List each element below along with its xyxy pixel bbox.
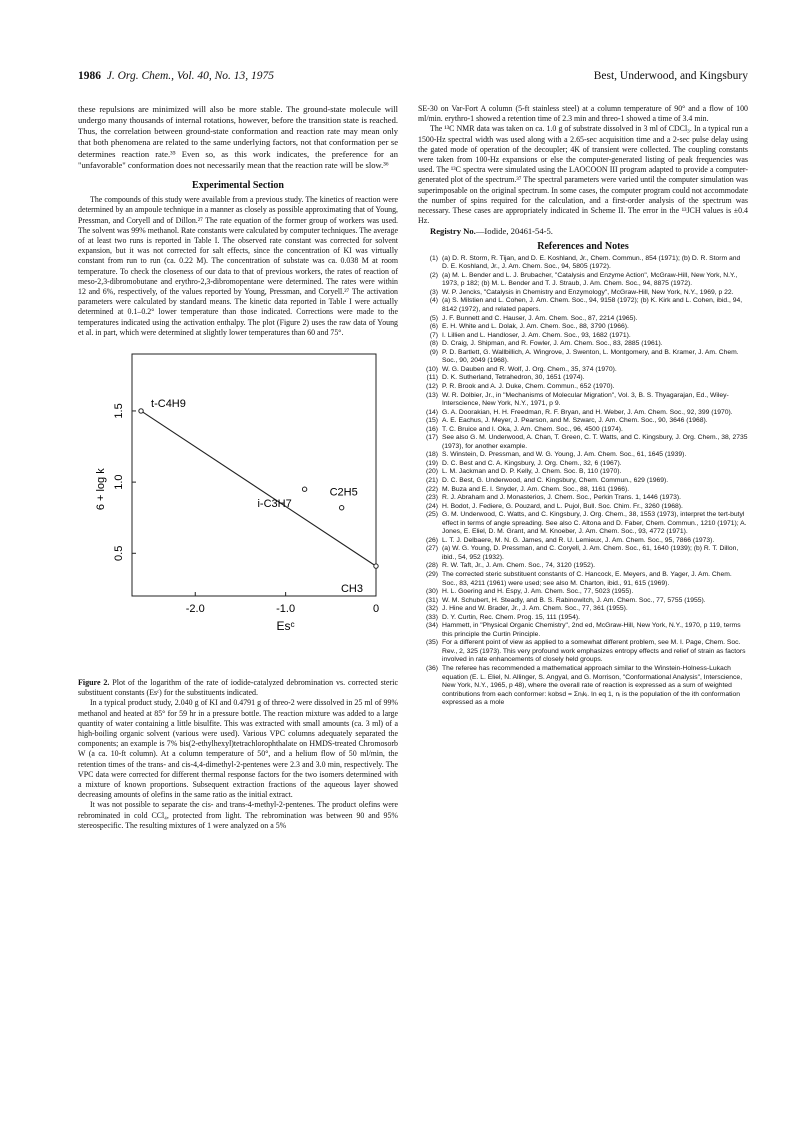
reference-text: D. C. Best, G. Underwood, and C. Kingsbury, Chem. Commun., 629 (1969). <box>442 476 669 484</box>
reference-number: (8) <box>429 340 438 348</box>
reference-number: (25) <box>425 511 438 519</box>
reference-text: D. Craig, J. Shipman, and R. Fowler, J. Am. Chem. Soc., 83, 2885 (1961). <box>442 340 663 348</box>
reference-number: (2) <box>429 271 438 279</box>
reference-item <box>418 665 748 708</box>
reference-text: P. R. Brook and A. J. Duke, Chem. Commun., 652 (1970). <box>442 382 615 390</box>
reference-number: (6) <box>429 323 438 331</box>
data-point <box>339 505 343 509</box>
reference-number: (12) <box>425 382 438 390</box>
reference-number: (19) <box>425 459 438 467</box>
reference-number: (35) <box>425 639 438 647</box>
reference-text: The corrected steric substituent constants of C. Hancock, E. Meyers, and B. Yager, J. Am. Chem. Soc., 83, 4211 (1961) were used; see also M. Charton, ibid., 91, 615 (1969). <box>442 570 732 587</box>
reference-number: (20) <box>425 468 438 476</box>
reference-item <box>418 511 748 537</box>
reference-number: (4) <box>429 297 438 305</box>
figure-caption-text: Plot of the logarithm of the rate of iodide-catalyzed debromination vs. corrected steric substituent constants (Esᶜ) for the substituents indicated. <box>78 677 398 698</box>
reference-text: A. E. Eachus, J. Meyer, J. Pearson, and M. Szwarc, J. Am. Chem. Soc., 90, 3646 (1968). <box>442 417 708 425</box>
reference-item <box>418 605 748 614</box>
reference-item <box>418 315 748 324</box>
header-authors: Best, Underwood, and Kingsbury <box>593 70 748 82</box>
reference-text: G. M. Underwood, C. Watts, and C. Kingsbury, J. Org. Chem., 38, 1553 (1973), interpret the tert-butyl effect in terms of angle spreading. See also C. Altona and D. Faber, Chem. Commun., 1210 (1971); A. Jones, E. Eliel, D. M. Grant, and M. Knoeber, J. Am. Chem. Soc., 93, 4772 (1971). <box>442 511 747 536</box>
reference-text: E. H. White and L. Dolak, J. Am. Chem. Soc., 88, 3790 (1966). <box>442 323 629 331</box>
reference-text: G. A. Doorakian, H. H. Freedman, R. F. Bryan, and H. Weber, J. Am. Chem. Soc., 92, 399 (1970). <box>442 408 733 416</box>
point-label: CH3 <box>340 583 364 596</box>
reference-text: For a different point of view as applied to a somewhat different problem, see M. I. Page, Chem. Soc. Rev., 2, 325 (1973). This very profound work emphasizes entropy effects and relief of strain as factors involved in rate enhancements of closely held groups. <box>442 639 746 664</box>
reference-text: W. G. Dauben and R. Wolf, J. Org. Chem., 35, 374 (1970). <box>442 365 617 373</box>
running-header <box>78 70 748 86</box>
reference-item <box>418 537 748 546</box>
reference-text: W. M. Schubert, H. Steadly, and B. S. Rabinowitch, J. Am. Chem. Soc., 77, 5755 (1955). <box>442 596 706 604</box>
reference-number: (14) <box>425 408 438 416</box>
reference-text: (a) D. R. Storm, R. Tijan, and D. E. Koshland, Jr., Chem. Commun., 854 (1971); (b) D. R. Storm and D. E. Koshland, Jr., J. Am. Chem. Soc., 94, 5805 (1972). <box>442 254 741 271</box>
x-tick-label: 0 <box>372 602 380 615</box>
reference-item <box>418 597 748 606</box>
reference-text: (a) M. L. Bender and L. J. Brubacher, "Catalysis and Enzyme Action", McGraw-Hill, New York, N.Y., 1973, p 182; (b) M. L. Bender and T. J. Straub, J. Am. Chem. Soc., 94, 8875 (1972). <box>442 271 738 288</box>
y-axis-label: 6 + log k <box>95 468 107 511</box>
reference-text: D. C. Best and C. A. Kingsbury, J. Org. Chem., 32, 6 (1967). <box>442 459 622 467</box>
reference-item <box>418 486 748 495</box>
reference-number: (30) <box>425 588 438 596</box>
reference-item <box>418 503 748 512</box>
figure-caption-label: Figure 2. <box>78 677 110 687</box>
reference-text: H. L. Goering and H. Espy, J. Am. Chem. Soc., 77, 5023 (1955). <box>442 588 634 596</box>
reference-item <box>418 392 748 409</box>
references-heading: References and Notes <box>537 240 629 252</box>
reference-number: (33) <box>425 613 438 621</box>
reference-number: (9) <box>429 348 438 356</box>
reference-item <box>418 289 748 298</box>
reference-number: (18) <box>425 451 438 459</box>
reference-number: (1) <box>429 254 438 262</box>
product-paragraph: In a typical product study, 2.040 g of KI and 0.4791 g of threo-2 were dissolved in 25 ml of 99% methanol and heated at 85° for 59 hr in a pressure bottle. The reaction mixture was added to a large quantity of water containing a little bisulfite. This was extracted with small amounts (ca. 3 ml) of a high-boiling organic solvent (various were used). Various VPC columns adequately separated the components; an example is 7% bis(2-ethylhexyl)tetrachlorophthalate on HMDS-treated Chromosorb W (a ca. 10-ft column). At a column temperature of 50°, and a helium flow of 50 ml/min, the retention times of the trans- and cis-4,4-dimethyl-2-pentenes were 2.3 and 3.0 min, respectively. The VPC data were corrected for different thermal response factors for the two isomers determined with a mixture of known proportions. Subsequent extraction fractions of the aqueous layer showed decreasing amounts of olefins in the same ratio as the initial extract. <box>78 698 398 800</box>
reference-text: L. T. J. Delbaere, M. N. G. James, and R. U. Lemieux, J. Am. Chem. Soc., 95, 7866 (1973). <box>442 536 715 544</box>
reference-text: P. D. Bartlett, G. Wallbillich, A. Wingrove, J. Swenton, L. Montgomery, and B. Kramer, J. Am. Chem. Soc., 90, 2049 (1968). <box>442 348 739 365</box>
reference-item <box>418 614 748 623</box>
reference-number: (16) <box>425 425 438 433</box>
data-point <box>374 564 378 568</box>
reference-item <box>418 545 748 562</box>
registry-label: Registry No. <box>430 226 476 237</box>
reference-number: (23) <box>425 494 438 502</box>
data-point <box>139 409 143 413</box>
reference-number: (22) <box>425 485 438 493</box>
point-label: C2H5 <box>329 486 358 499</box>
reference-item <box>418 272 748 289</box>
reference-item <box>418 434 748 451</box>
reference-number: (29) <box>425 570 438 578</box>
point-label: t-C4H9 <box>151 397 186 410</box>
reference-text: (a) W. G. Young, D. Pressman, and C. Coryell, J. Am. Chem. Soc., 61, 1640 (1939); (b) R. T. Dillon, ibid., 54, 952 (1932). <box>442 545 739 561</box>
reference-number: (31) <box>425 596 438 604</box>
reference-text: T. C. Bruice and I. Oka, J. Am. Chem. Soc., 96, 4500 (1974). <box>442 425 623 433</box>
reference-text: Hammett, in "Physical Organic Chemistry", 2nd ed, McGraw-Hill, New York, N.Y., 1970, p 119, terms this principle the Curtin Principle. <box>442 622 741 638</box>
reference-item <box>418 349 748 366</box>
reference-number: (7) <box>429 331 438 339</box>
point-label: i-C3H7 <box>257 498 292 511</box>
right-column <box>418 104 748 708</box>
x-tick-label: -1.0 <box>276 602 296 615</box>
reference-number: (17) <box>425 434 438 442</box>
reference-text: D. Y. Curtin, Rec. Chem. Prog. 15, 111 (1954). <box>442 613 580 621</box>
reference-item <box>418 477 748 486</box>
reference-number: (28) <box>425 562 438 570</box>
journal-citation <box>78 70 274 82</box>
reference-item <box>418 366 748 375</box>
registry-text: —Iodide, 20461-54-5. <box>475 226 553 237</box>
reference-item <box>418 297 748 314</box>
reference-number: (10) <box>425 365 438 373</box>
data-point <box>302 487 306 491</box>
scatter-plot <box>84 348 384 678</box>
y-tick-label: 0.5 <box>113 545 125 561</box>
separation-paragraph: It was not possible to separate the cis- and trans-4-methyl-2-pentenes. The product olefins were rebrominated in cold CCl₄, protected from light. The rebromination was between 90 and 95% stereospecific. The resulting mixtures of 1 were analyzed on a 5% <box>78 800 398 830</box>
references-list <box>418 255 748 708</box>
reference-item <box>418 340 748 349</box>
reference-number: (13) <box>425 391 438 399</box>
reference-number: (34) <box>425 622 438 630</box>
intro-paragraph: these repulsions are minimized will also be more stable. The ground-state molecule will undergo many thousands of internal rotations, however, before the transition state is reached. Thus, the correlation between ground-state conformation and reaction rate may mean only that both phenomena are related to the same underlying factors, not that conformation per se determines reaction rate.³⁵ Even so, as this work indicates, the preference for an "unfavorable" conformation does not necessarily mean that the reaction rate will be slow.³⁶ <box>78 104 398 170</box>
reference-item <box>418 562 748 571</box>
registry-number <box>418 226 748 237</box>
reference-number: (11) <box>426 374 438 382</box>
reference-text: W. R. Dolbier, Jr., in "Mechanisms of Molecular Migration", Vol. 3, B. S. Thyagarajan, Ed., Wiley-Interscience, New York, N.Y., 1971, p 9. <box>442 391 729 408</box>
reference-number: (26) <box>425 536 438 544</box>
left-column <box>78 104 398 831</box>
reference-text: J. F. Bunnett and C. Hauser, J. Am. Chem. Soc., 87, 2214 (1965). <box>442 314 638 322</box>
reference-item <box>418 622 748 639</box>
reference-item <box>418 451 748 460</box>
reference-text: See also G. M. Underwood, A. Chan, T. Green, C. T. Watts, and C. Kingsbury, J. Org. Chem., 38, 2735 (1973), for another example. <box>442 434 748 450</box>
reference-item <box>418 460 748 469</box>
reference-item <box>418 494 748 503</box>
reference-item <box>418 417 748 426</box>
figure-2 <box>84 348 384 678</box>
x-tick-label: -2.0 <box>185 602 205 615</box>
reference-text: S. Winstein, D. Pressman, and W. G. Young, J. Am. Chem. Soc., 61, 1645 (1939). <box>442 451 687 459</box>
nmr-paragraph: The ¹³C NMR data was taken on ca. 1.0 g of substrate dissolved in 3 ml of CDCl₃. In a typical run a 1500-Hz spectral width was used along with a 2.65-sec acquisition time and a 2-sec pulse delay using the gated mode of operation of the decoupler; 4K of transient were collected. The coupling constants were taken from 100-Hz expansions or else the computer-generated listing of peak frequencies was used. The ¹³C spectra were simulated using the LAOCOON III program adapted to provide a computer-generated plot of the spectrum.³⁷ The spectral parameters were varied until the computer simulation was superimposable on the original spectrum. In some cases, the computer program could not accommodate the number of spins required for the calculation, and a first-order analysis of the spectrum was necessary. These cases are appropriately indicated in Scheme II. The error in the ¹³JCH values is ±0.4 Hz. <box>418 124 748 226</box>
reference-item <box>418 255 748 272</box>
reference-number: (21) <box>425 476 438 484</box>
reference-text: R. J. Abraham and J. Monasterios, J. Chem. Soc., Perkin Trans. 1, 1446 (1973). <box>442 494 681 502</box>
x-axis-label: Esᶜ <box>276 618 295 633</box>
reference-item <box>418 374 748 383</box>
reference-text: R. W. Taft, Jr., J. Am. Chem. Soc., 74, 3120 (1952). <box>442 562 595 570</box>
figure-caption <box>78 678 398 698</box>
journal-name: J. Org. Chem., Vol. 40, No. 13, 1975 <box>106 70 275 82</box>
experimental-paragraph: The compounds of this study were available from a previous study. The kinetics of reaction were determined by an ampoule technique in a manner as closely as possible approximating that of Young, Pressman, and Coryell and of Dillon.²⁷ The rate equation of the former group of workers was used. The solvent was 99% methanol. Rate constants were calculated by computer techniques. The average of at least two runs is reported in Table I. The observed rate constant was corrected for solvent expansion, but it was not corrected for salt effects, since the concentration of KI was virtually constant from run to run (ca. 0.22 M). The concentration of substate was ca. 0.038 M at room temperature. To check the closeness of our data to that of previous workers, the rates of reaction of meso-2,3-dibromobutane and erythro-2,3-dibromopentane were determined. The rates were within 12 and 6%, respectively, of the values reported by Young, Pressman, and Coryell.²⁷ The activation parameters were calculated by standard means. The kinetic data reported in Table I were actually determined at 0.1–0.2° lower temperature than those indicated. Corrections were made to the temperatures indicated using the activation enthalpy. The plot (Figure 2) uses the raw data of Young et al. in part, which were determined at slightly lower temperatures than 60 and 75°. <box>78 195 398 337</box>
reference-text: L. M. Jackman and D. P. Kelly, J. Chem. Soc. B, 110 (1970). <box>442 468 622 476</box>
vpc-paragraph: SE-30 on Var-Fort A column (5-ft stainless steel) at a column temperature of 90° and a flow of 100 ml/min. erythro-1 showed a retention time of 2.3 min and threo-1 showed a time of 3.4 min. <box>418 104 748 124</box>
reference-number: (5) <box>429 314 438 322</box>
reference-text: W. P. Jencks, "Catalysis in Chemistry and Enzymology", McGraw-Hill, New York, N.Y., 1969, p 22. <box>442 288 734 296</box>
page-number: 1986 <box>78 70 101 82</box>
reference-text: M. Buza and E. I. Snyder, J. Am. Chem. Soc., 88, 1161 (1966). <box>442 485 630 493</box>
reference-item <box>418 383 748 392</box>
reference-number: (27) <box>425 545 438 553</box>
reference-item <box>418 639 748 665</box>
reference-item <box>418 468 748 477</box>
reference-item <box>418 426 748 435</box>
reference-text: The referee has recommended a mathematical approach similar to the Winstein-Holness-Lukach equation (E. L. Eliel, N. Allinger, S. Angyal, and G. Morrison, "Conformational Analysis", Interscience, New York, N.Y., 1965, p 48), where the overall rate of reaction is expressed as a sum of weighted contributions from each conformer: kobsd = Σnᵢkᵢ. In eq 1, nᵢ is the population of the ith conformation expressed as a mole <box>442 665 743 707</box>
plot-frame <box>132 354 376 596</box>
reference-text: I. Lillien and L. Handloser, J. Am. Chem. Soc., 93, 1682 (1971). <box>442 331 631 339</box>
reference-text: J. Hine and W. Brader, Jr., J. Am. Chem. Soc., 77, 361 (1955). <box>442 605 628 613</box>
y-tick-label: 1.0 <box>113 474 125 490</box>
reference-text: D. K. Sutherland, Tetrahedron, 30, 1651 (1974). <box>442 374 585 382</box>
section-heading: Experimental Section <box>192 179 284 191</box>
reference-text: H. Bodot, J. Fediere, G. Pouzard, and L. Pujol, Bull. Soc. Chim. Fr., 3260 (1968). <box>442 502 683 510</box>
reference-item <box>418 323 748 332</box>
reference-number: (3) <box>429 288 438 296</box>
reference-item <box>418 409 748 418</box>
reference-item <box>418 571 748 588</box>
reference-item <box>418 332 748 341</box>
reference-number: (15) <box>425 417 438 425</box>
reference-number: (24) <box>425 502 438 510</box>
reference-number: (36) <box>425 665 438 672</box>
reference-text: (a) S. Milstien and L. Cohen, J. Am. Chem. Soc., 94, 9158 (1972); (b) K. Kirk and L. Cohen, ibid., 94, 8142 (1972), and related papers. <box>442 297 743 314</box>
reference-item <box>418 588 748 597</box>
y-tick-label: 1.5 <box>113 403 125 419</box>
reference-number: (32) <box>425 605 438 613</box>
